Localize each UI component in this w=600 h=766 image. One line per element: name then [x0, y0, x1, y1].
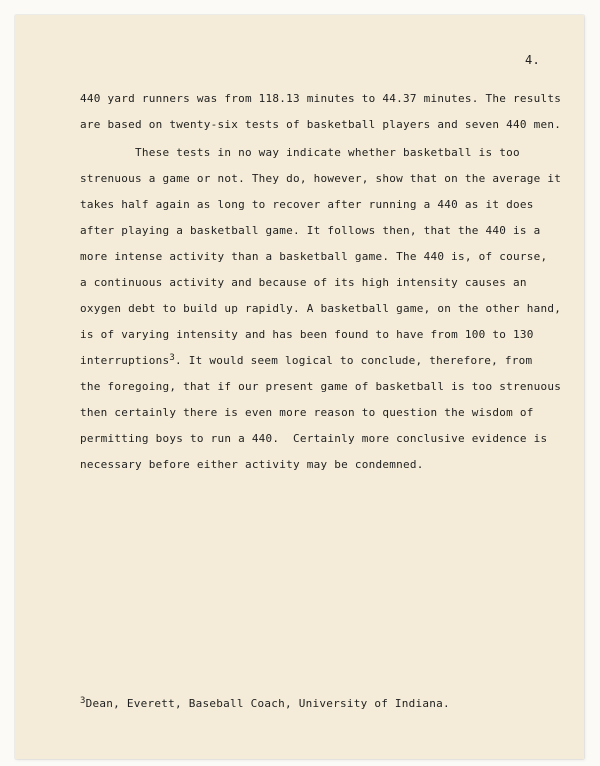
- footnote-text: Dean, Everett, Baseball Coach, University of Indiana.: [85, 697, 450, 710]
- body-line: strenuous a game or not. They do, however, show that on the average it: [80, 172, 562, 185]
- body-text: interruptions: [80, 354, 170, 367]
- body-line: more intense activity than a basketball game. The 440 is, of course,: [80, 250, 548, 263]
- page-number: 4.: [525, 53, 540, 67]
- body-line-with-footnote: [80, 354, 532, 367]
- body-line: takes half again as long to recover after running a 440 as it does: [80, 198, 534, 211]
- body-line: necessary before either activity may be condemned.: [80, 458, 424, 471]
- document-page: [15, 15, 584, 759]
- body-text: . It would seem logical to conclude, therefore, from: [175, 354, 533, 367]
- body-line: after playing a basketball game. It follows then, that the 440 is a: [80, 224, 541, 237]
- body-line: a continuous activity and because of its high intensity causes an: [80, 276, 527, 289]
- body-line: oxygen debt to build up rapidly. A basketball game, on the other hand,: [80, 302, 562, 315]
- body-line: permitting boys to run a 440. Certainly more conclusive evidence is: [80, 432, 548, 445]
- body-line: the foregoing, that if our present game of basketball is too strenuous: [80, 380, 562, 393]
- footnote-reference: 3: [169, 353, 176, 363]
- body-line: then certainly there is even more reason to question the wisdom of: [80, 406, 534, 419]
- body-line: are based on twenty-six tests of basketball players and seven 440 men.: [80, 118, 562, 131]
- body-line: 440 yard runners was from 118.13 minutes to 44.37 minutes. The results: [80, 92, 562, 105]
- body-line: These tests in no way indicate whether basketball is too: [80, 146, 520, 159]
- body-line: is of varying intensity and has been found to have from 100 to 130: [80, 328, 534, 341]
- footnote: [80, 697, 450, 710]
- footnote-marker: 3: [80, 696, 86, 706]
